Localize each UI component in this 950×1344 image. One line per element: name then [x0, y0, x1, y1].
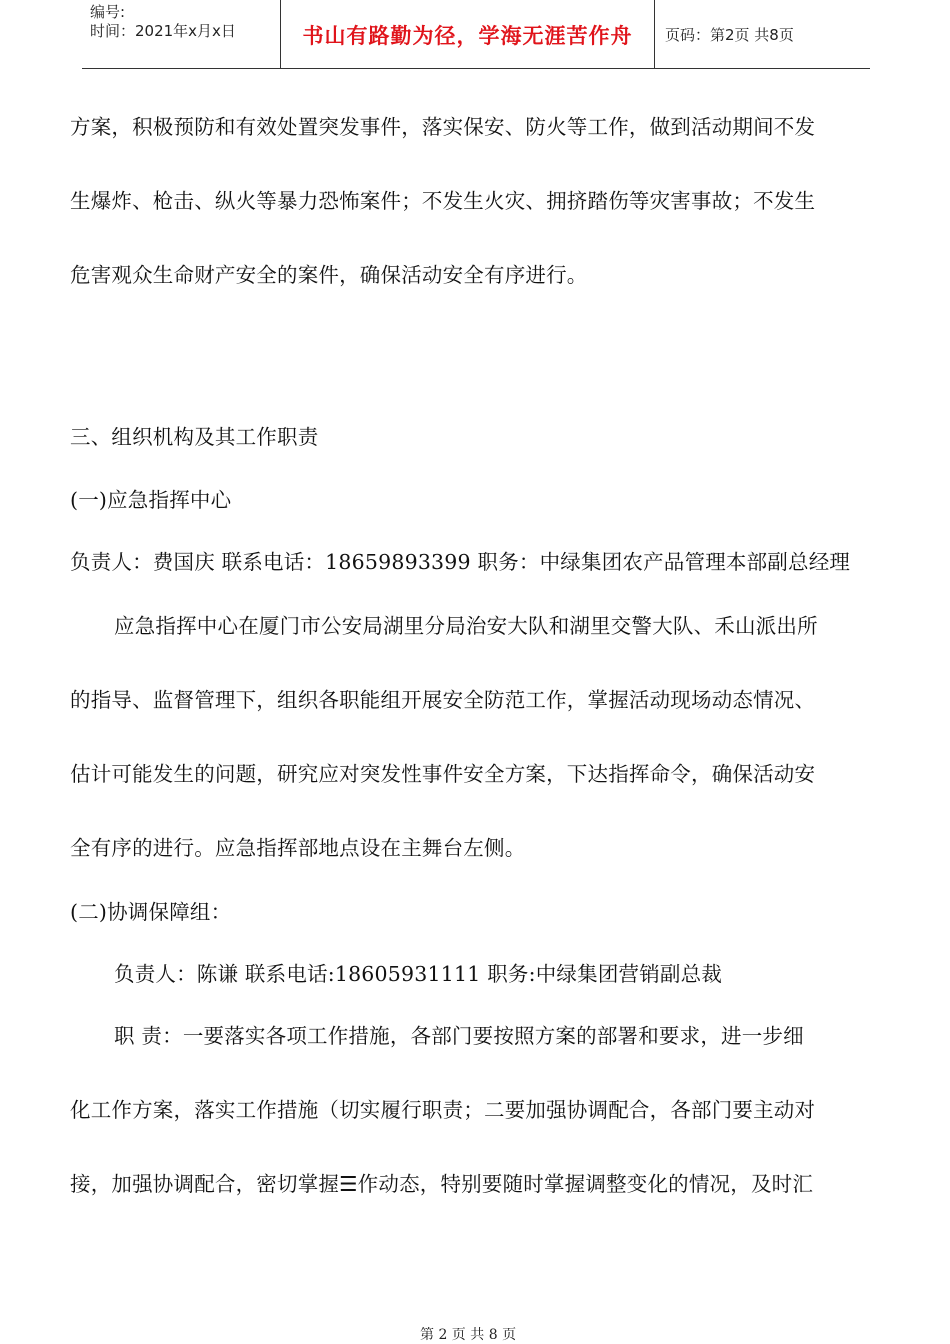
document-number-label: 编号:: [90, 3, 126, 21]
body-line: 估计可能发生的问题，研究应对突发性事件安全方案，下达指挥命令，确保活动安: [70, 762, 816, 786]
body-line: 危害观众生命财产安全的案件，确保活动安全有序进行。: [70, 263, 588, 287]
body-line: 方案，积极预防和有效处置突发事件，落实保安、防火等工作，做到活动期间不发: [70, 115, 816, 139]
body-line: 全有序的进行。应急指挥部地点设在主舞台左侧。: [70, 836, 526, 860]
body-line: 负责人：费国庆 联系电话：18659893399 职务：中绿集团农产品管理本部副总经理: [70, 550, 851, 574]
subsection-heading: (一)应急指挥中心: [70, 488, 232, 512]
body-line: 接，加强协调配合，密切掌握☰作动态，特别要随时掌握调整变化的情况，及时汇: [70, 1172, 814, 1196]
page-footer: 第 2 页 共 8 页: [420, 1327, 517, 1343]
body-line: 职 责：一要落实各项工作措施，各部门要按照方案的部署和要求，进一步细: [114, 1024, 804, 1048]
subsection-heading: (二)协调保障组：: [70, 900, 232, 924]
header-meta: [82, 0, 281, 68]
header-motto: 书山有路勤为径，学海无涯苦作舟: [281, 0, 655, 68]
body-line: 的指导、监督管理下，组织各职能组开展安全防范工作，掌握活动现场动态情况、: [70, 688, 816, 712]
document-date: 时间：2021年x月x日: [90, 22, 236, 40]
section-heading: 三、组织机构及其工作职责: [70, 425, 319, 449]
body-line: 生爆炸、枪击、纵火等暴力恐怖案件；不发生火灾、拥挤踏伤等灾害事故；不发生: [70, 189, 816, 213]
body-line: 应急指挥中心在厦门市公安局湖里分局治安大队和湖里交警大队、禾山派出所: [114, 614, 818, 638]
page-header: [82, 0, 870, 69]
body-line: 化工作方案，落实工作措施（切实履行职责；二要加强协调配合，各部门要主动对: [70, 1098, 816, 1122]
body-line: 负责人：陈谦 联系电话:18605931111 职务:中绿集团营销副总裁: [114, 962, 723, 986]
header-page-info: 页码：第2页 共8页: [665, 25, 794, 44]
